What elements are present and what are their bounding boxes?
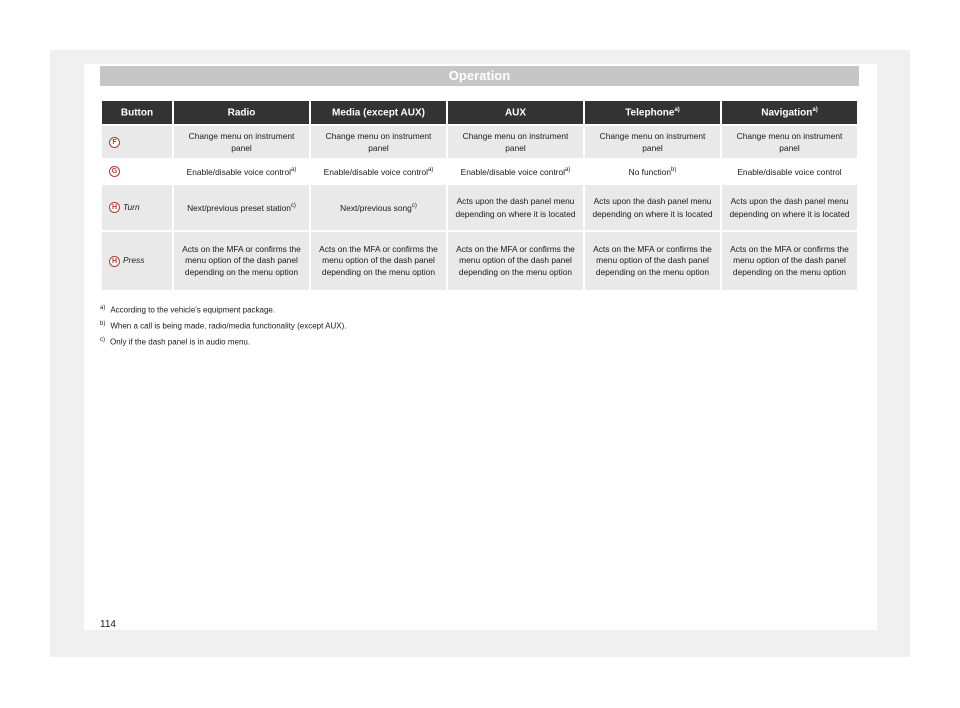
table-cell: Acts upon the dash panel menu depending on where it is located [722,183,857,230]
table-row [102,158,857,183]
table-cell: Acts on the MFA or confirms the menu option of the dash panel depending on the menu option [585,230,720,290]
column-header-radio: Radio [174,101,309,124]
table-cell: Change menu on instrument panel [311,124,446,158]
column-header-media: Media (except AUX) [311,101,446,124]
button-key-icon: G [109,166,120,177]
footnotes [100,302,800,350]
column-header-button: Button [102,101,172,124]
table-cell: Change menu on instrument panel [722,124,857,158]
footnote: $^{b)}$ When a call is being made, radio/media functionality (except AUX). [100,321,347,331]
column-header-aux: AUX [448,101,583,124]
button-cell [102,183,172,230]
button-cell [102,158,172,183]
column-header-navigation: Navigation$^{a)}$ [722,101,857,124]
table-cell: Acts on the MFA or confirms the menu option of the dash panel depending on the menu option [174,230,309,290]
button-action: Press [123,255,145,266]
button-key-icon: F [109,137,120,148]
operation-table [100,101,859,290]
button-key-icon: H [109,256,120,267]
table-row [102,124,857,158]
table-cell: Change menu on instrument panel [448,124,583,158]
page-number: 114 [100,619,116,630]
column-header-telephone: Telephone$^{a)}$ [585,101,720,124]
table-cell: Acts on the MFA or confirms the menu option of the dash panel depending on the menu option [311,230,446,290]
button-action: Turn [123,201,140,212]
table-cell: Acts on the MFA or confirms the menu option of the dash panel depending on the menu option [448,230,583,290]
table-cell: Acts on the MFA or confirms the menu option of the dash panel depending on the menu option [722,230,857,290]
table-cell: Next/previous preset station$^{c)}$ [174,183,309,230]
table-cell: Enable/disable voice control$^{a)}$ [311,158,446,183]
table-cell: Enable/disable voice control$^{a)}$ [448,158,583,183]
table-header-row [102,101,857,124]
table-row [102,183,857,230]
section-title: Operation [100,66,859,86]
table-cell: Change menu on instrument panel [585,124,720,158]
footnote: $^{a)}$ According to the vehicle's equipment package. [100,305,276,315]
table-cell: Change menu on instrument panel [174,124,309,158]
table-cell: Acts upon the dash panel menu depending on where it is located [585,183,720,230]
button-key-icon: H [109,202,120,213]
button-cell [102,124,172,158]
table-cell: Acts upon the dash panel menu depending on where it is located [448,183,583,230]
button-cell [102,230,172,290]
footnote: $^{c)}$ Only if the dash panel is in audio menu. [100,337,251,347]
table-row [102,230,857,290]
table-cell: Next/previous song$^{c)}$ [311,183,446,230]
table-cell: No function$^{b)}$ [585,158,720,183]
table-cell: Enable/disable voice control$^{a)}$ [174,158,309,183]
table-cell: Enable/disable voice control [722,158,857,183]
